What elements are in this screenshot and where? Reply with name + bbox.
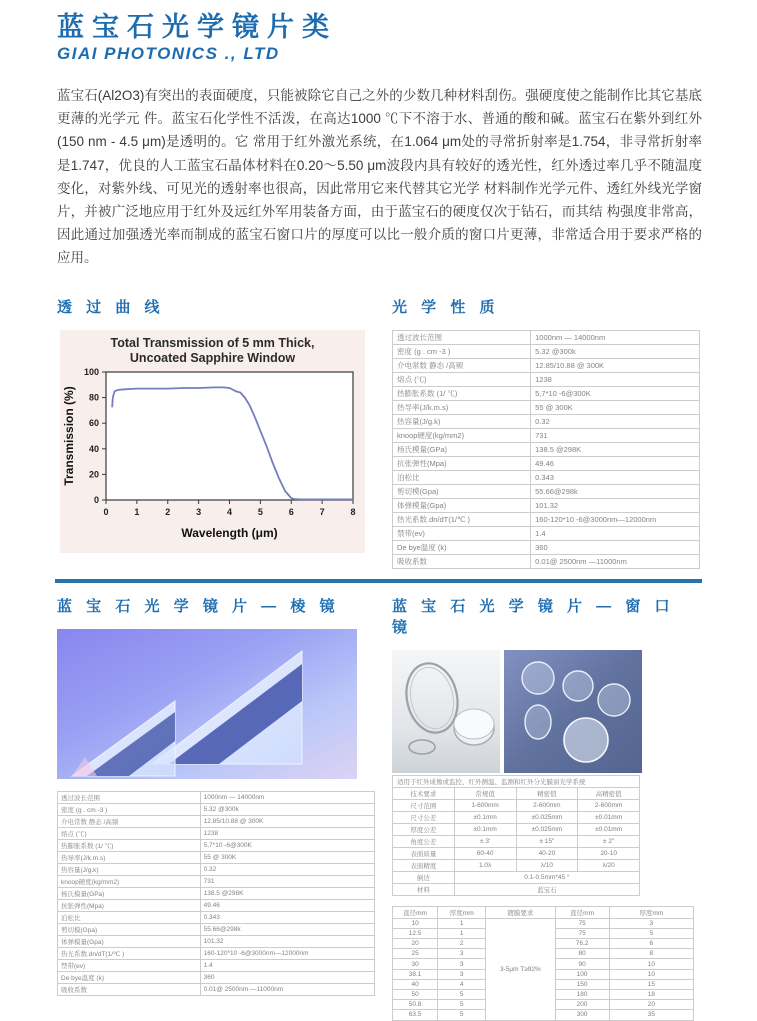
- header: [0, 0, 757, 64]
- svg-text:2: 2: [165, 506, 171, 517]
- property-value: 0.343: [531, 470, 700, 484]
- prism-column: [57, 595, 375, 1021]
- window-photo-blue: [504, 650, 642, 773]
- property-value: 160-120*10 -6@3000nm—12000nm: [200, 947, 374, 959]
- property-label: 密度 (g . cm -3 ): [393, 344, 531, 358]
- thickness-value: 3: [438, 969, 486, 979]
- optical-properties-table-bottom: [57, 791, 375, 996]
- property-label: knoop硬度(kg/mm2): [58, 875, 201, 887]
- svg-text:0: 0: [93, 494, 99, 505]
- property-label: 透过波长范围: [393, 330, 531, 344]
- spec-label: 尺寸公差: [393, 811, 455, 823]
- company-name: GIAI PHOTONICS ., LTD: [57, 44, 280, 64]
- thickness-value: 3: [438, 959, 486, 969]
- property-label: 介电常数 静态 /高频: [58, 815, 201, 827]
- property-row: [58, 863, 375, 875]
- thickness-value: 5: [438, 1000, 486, 1010]
- property-row: [393, 512, 700, 526]
- property-row: [58, 959, 375, 971]
- thickness-value: 35: [609, 1010, 693, 1020]
- spec-value: 1.0λ: [454, 859, 516, 871]
- window-photo-gray-art: [392, 650, 500, 773]
- diameter-value: 38.1: [393, 969, 438, 979]
- property-value: 1238: [200, 827, 374, 839]
- thickness-value: 10: [609, 959, 693, 969]
- spec-value: 40-20: [516, 847, 578, 859]
- spec-header: 高精密值: [578, 787, 640, 799]
- property-label: 热容量(J/g.k): [58, 863, 201, 875]
- transmission-chart: [60, 330, 365, 553]
- property-label: 密度 (g . cm -3 ): [58, 803, 201, 815]
- property-row: [58, 827, 375, 839]
- property-value: 1238: [531, 372, 700, 386]
- property-value: 49.46: [531, 456, 700, 470]
- section-title-optical-properties: 光 学 性 质: [392, 298, 500, 316]
- property-value: 360: [531, 540, 700, 554]
- property-value: 101.32: [531, 498, 700, 512]
- property-row: [393, 330, 700, 344]
- property-row: [58, 899, 375, 911]
- thickness-value: 15: [609, 979, 693, 989]
- prism-photo: [57, 629, 357, 779]
- transmission-curve-column: [57, 296, 375, 569]
- thickness-value: 5: [438, 989, 486, 999]
- spec-table: [392, 775, 640, 896]
- spec-value: ± 3′: [454, 835, 516, 847]
- svg-text:3: 3: [196, 506, 202, 517]
- property-value: 12.85/10.88 @ 300K: [531, 358, 700, 372]
- property-value: 0.01@ 2500nm —11000nm: [200, 983, 374, 995]
- thickness-value: 10: [609, 969, 693, 979]
- section-title-transmission-curve: 透 过 曲 线: [57, 298, 165, 316]
- bottom-section: [57, 595, 702, 1021]
- property-label: 热光系数.dn/dT(1/℃ ): [393, 512, 531, 526]
- property-value: 138.5 @298K: [531, 442, 700, 456]
- material-value: 蓝宝石: [454, 883, 639, 895]
- section-divider: [55, 579, 702, 583]
- property-row: [58, 947, 375, 959]
- chart-title-line2: Uncoated Sapphire Window: [129, 350, 296, 365]
- property-label: 剪切模(Gpa): [393, 484, 531, 498]
- diameter-value: 300: [555, 1010, 609, 1020]
- property-value: 0.32: [200, 863, 374, 875]
- thickness-value: 18: [609, 989, 693, 999]
- size-header: 厚度mm: [609, 906, 693, 918]
- svg-text:100: 100: [83, 366, 99, 377]
- property-label: 禁带(ev): [58, 959, 201, 971]
- property-label: 体弹模量(Gpa): [393, 498, 531, 512]
- coating-requirement: 3-5μm T≥92%: [486, 918, 555, 1020]
- spec-value: ±0.025mm: [516, 811, 578, 823]
- chamfer-label: 倒边: [393, 871, 455, 883]
- thickness-value: 20: [609, 1000, 693, 1010]
- material-label: 材料: [393, 883, 455, 895]
- spec-row: [393, 799, 640, 811]
- chamfer-value: 0.1-0.5mm*45 °: [454, 871, 639, 883]
- spec-value: λ/20: [578, 859, 640, 871]
- section-title-prism: 蓝 宝 石 光 学 镜 片 — 棱 镜: [57, 597, 340, 615]
- property-label: 抗张弹性(Mpa): [58, 899, 201, 911]
- property-label: 透过波长范围: [58, 791, 201, 803]
- property-value: 49.46: [200, 899, 374, 911]
- property-value: 138.5 @298K: [200, 887, 374, 899]
- property-label: 熔点 (℃): [393, 372, 531, 386]
- svg-text:40: 40: [88, 443, 99, 454]
- property-label: 热光系数.dn/dT(1/℃ ): [58, 947, 201, 959]
- spec-value: 20-10: [578, 847, 640, 859]
- svg-text:8: 8: [350, 506, 356, 517]
- spec-value: 2-600mm: [578, 799, 640, 811]
- page-title: 蓝宝石光学镜片类: [57, 12, 337, 42]
- property-value: 0.343: [200, 911, 374, 923]
- property-value: 0.32: [531, 414, 700, 428]
- diameter-value: 180: [555, 989, 609, 999]
- size-header: 直径mm: [393, 906, 438, 918]
- size-table: [392, 906, 694, 1021]
- thickness-value: 6: [609, 939, 693, 949]
- thickness-value: 1: [438, 918, 486, 928]
- spec-header: 常规值: [454, 787, 516, 799]
- property-row: [58, 983, 375, 995]
- property-label: 禁带(ev): [393, 526, 531, 540]
- property-value: 5,7*10 -6@300K: [531, 386, 700, 400]
- property-label: 热导率(J/k.m.s): [393, 400, 531, 414]
- size-header-row: [393, 906, 694, 918]
- spec-label: 角度公差: [393, 835, 455, 847]
- diameter-value: 25: [393, 949, 438, 959]
- property-row: [393, 428, 700, 442]
- property-label: 熔点 (℃): [58, 827, 201, 839]
- spec-row: [393, 835, 640, 847]
- property-row: [393, 498, 700, 512]
- spec-caption: 适用于红外成像或监控、红外测温、监测和红外分光膜窗光学系统: [393, 775, 640, 787]
- svg-text:80: 80: [88, 392, 99, 403]
- diameter-value: 200: [555, 1000, 609, 1010]
- spec-row: [393, 823, 640, 835]
- property-value: 55.66@298k: [531, 484, 700, 498]
- spec-value: 1-600mm: [454, 799, 516, 811]
- svg-text:1: 1: [134, 506, 140, 517]
- property-row: [393, 344, 700, 358]
- property-value: 55.66@298k: [200, 923, 374, 935]
- property-row: [58, 935, 375, 947]
- property-row: [58, 887, 375, 899]
- spec-row: [393, 847, 640, 859]
- diameter-value: 75: [555, 918, 609, 928]
- property-row: [393, 358, 700, 372]
- window-column: [392, 595, 702, 1021]
- thickness-value: 4: [438, 979, 486, 989]
- svg-text:5: 5: [257, 506, 263, 517]
- spec-label: 表面质量: [393, 847, 455, 859]
- property-label: 热膨胀系数 (1/ ℃): [393, 386, 531, 400]
- window-photo-blue-art: [504, 650, 642, 773]
- svg-text:0: 0: [103, 506, 109, 517]
- property-label: 介电常数 静态 /高频: [393, 358, 531, 372]
- thickness-value: 3: [438, 949, 486, 959]
- svg-text:Wavelength (μm): Wavelength (μm): [181, 525, 278, 540]
- svg-text:60: 60: [88, 417, 99, 428]
- property-label: knoop硬度(kg/mm2): [393, 428, 531, 442]
- property-row: [393, 400, 700, 414]
- diameter-value: 12.5: [393, 928, 438, 938]
- property-row: [393, 386, 700, 400]
- size-header: 镀膜要求: [486, 906, 555, 918]
- optical-properties-table: [392, 330, 700, 569]
- diameter-value: 50.8: [393, 1000, 438, 1010]
- thickness-value: 2: [438, 939, 486, 949]
- diameter-value: 50: [393, 989, 438, 999]
- property-label: 热导率(J/k.m.s): [58, 851, 201, 863]
- property-value: 1000nm — 14000nm: [200, 791, 374, 803]
- property-row: [58, 839, 375, 851]
- intro-paragraph: 蓝宝石(Al2O3)有突出的表面硬度，只能被除它自己之外的少数几种材料刮伤。强硬度使之能制作比其它基底更薄的光学元 件。蓝宝石化学性不活泼，在高达1000 ℃下不溶于水、普通的酸和碱。蓝宝石在紫外到红外(150 nm - 4.5 μm)是透明的。它 常用于红外激光系统，在1.064 μm处的寻常折射率是1.754，非寻常折射率是1.747，优良的人工蓝宝石晶体材料在0.20～5.50 μm波段内具有较好的透光性，红外透过率几乎不随温度变化，对紫外线、可见光的透射率也很高，因此常用它来代替其它光学 材料制作光学元件、透红外线光学窗片，并被广泛地应用于红外及远红外军用装备方面，由于蓝宝石的硬度仅次于钻石，而其结 构强度非常高，因此通过加强透光率而制成的蓝宝石窗口片的厚度可以比一般介质的窗口片更薄，非常适合用于要求严格的应用。: [57, 88, 702, 266]
- property-row: [393, 414, 700, 428]
- svg-text:Transmission (%): Transmission (%): [62, 385, 76, 486]
- property-value: 55 @ 300K: [531, 400, 700, 414]
- property-label: 杨氏模量(GPa): [58, 887, 201, 899]
- spec-row: [393, 871, 640, 883]
- spec-value: ±0.01mm: [578, 823, 640, 835]
- property-row: [58, 851, 375, 863]
- spec-label: 表面精度: [393, 859, 455, 871]
- svg-text:4: 4: [226, 506, 233, 517]
- svg-text:6: 6: [288, 506, 294, 517]
- window-photos: [392, 650, 702, 773]
- property-label: 热容量(J/g.k): [393, 414, 531, 428]
- property-label: De bye温度 (k): [58, 971, 201, 983]
- diameter-value: 63.5: [393, 1010, 438, 1020]
- size-header: 直径mm: [555, 906, 609, 918]
- property-label: 抗张弹性(Mpa): [393, 456, 531, 470]
- property-value: 360: [200, 971, 374, 983]
- window-photo-gray: [392, 650, 500, 773]
- property-row: [393, 540, 700, 554]
- property-label: 热膨胀系数 (1/ ℃): [58, 839, 201, 851]
- spec-value: λ/10: [516, 859, 578, 871]
- property-value: 160-120*10 -6@3000nm—12000nm: [531, 512, 700, 526]
- property-value: 0.01@ 2500nm —11000nm: [531, 554, 700, 568]
- spec-value: 2-600mm: [516, 799, 578, 811]
- property-row: [393, 442, 700, 456]
- property-row: [58, 803, 375, 815]
- property-value: 1.4: [200, 959, 374, 971]
- diameter-value: 40: [393, 979, 438, 989]
- spec-header-row: [393, 787, 640, 799]
- property-value: 5,7*10 -6@300K: [200, 839, 374, 851]
- property-value: 5.32 @300k: [200, 803, 374, 815]
- diameter-value: 75: [555, 928, 609, 938]
- diameter-value: 30: [393, 959, 438, 969]
- spec-row: [393, 859, 640, 871]
- spec-row: [393, 811, 640, 823]
- thickness-value: 5: [438, 1010, 486, 1020]
- property-value: 1000nm — 14000nm: [531, 330, 700, 344]
- size-row: [393, 918, 694, 928]
- property-label: 泊松比: [393, 470, 531, 484]
- property-row: [393, 470, 700, 484]
- spec-value: 60-40: [454, 847, 516, 859]
- property-label: 吸收系数: [58, 983, 201, 995]
- property-label: De bye温度 (k): [393, 540, 531, 554]
- property-row: [393, 484, 700, 498]
- spec-value: ± 15″: [516, 835, 578, 847]
- spec-label: 厚度公差: [393, 823, 455, 835]
- diameter-value: 100: [555, 969, 609, 979]
- chart-title-line1: Total Transmission of 5 mm Thick,: [110, 335, 315, 350]
- diameter-value: 150: [555, 979, 609, 989]
- thickness-value: 3: [609, 918, 693, 928]
- spec-value: ±0.01mm: [578, 811, 640, 823]
- thickness-value: 5: [609, 928, 693, 938]
- spec-caption-row: [393, 775, 640, 787]
- transmission-curve-svg: [60, 366, 365, 544]
- svg-text:20: 20: [88, 469, 99, 480]
- diameter-value: 90: [555, 959, 609, 969]
- property-row: [58, 815, 375, 827]
- spec-row: [393, 883, 640, 895]
- property-row: [58, 911, 375, 923]
- property-label: 吸收系数: [393, 554, 531, 568]
- spec-value: ± 2″: [578, 835, 640, 847]
- property-row: [58, 875, 375, 887]
- diameter-value: 76.2: [555, 939, 609, 949]
- property-row: [393, 554, 700, 568]
- spec-label: 尺寸范围: [393, 799, 455, 811]
- spec-header: 精密值: [516, 787, 578, 799]
- property-row: [58, 971, 375, 983]
- property-value: 55 @ 300K: [200, 851, 374, 863]
- property-label: 杨氏模量(GPa): [393, 442, 531, 456]
- prism-photo-art: [57, 629, 357, 779]
- property-label: 剪切模(Gpa): [58, 923, 201, 935]
- svg-text:7: 7: [319, 506, 325, 517]
- section-title-window: 蓝 宝 石 光 学 镜 片 — 窗 口 镜: [392, 597, 675, 636]
- diameter-value: 20: [393, 939, 438, 949]
- property-row: [58, 923, 375, 935]
- top-section: [57, 296, 702, 569]
- spec-header: 技术要求: [393, 787, 455, 799]
- property-value: 5.32 @300k: [531, 344, 700, 358]
- property-row: [58, 791, 375, 803]
- property-value: 12.85/10.88 @ 300K: [200, 815, 374, 827]
- property-value: 731: [200, 875, 374, 887]
- property-value: 731: [531, 428, 700, 442]
- property-label: 泊松比: [58, 911, 201, 923]
- diameter-value: 10: [393, 918, 438, 928]
- property-value: 1.4: [531, 526, 700, 540]
- size-header: 厚度mm: [438, 906, 486, 918]
- property-row: [393, 526, 700, 540]
- property-row: [393, 456, 700, 470]
- thickness-value: 1: [438, 928, 486, 938]
- property-row: [393, 372, 700, 386]
- spec-value: ±0.025mm: [516, 823, 578, 835]
- spec-value: ±0.1mm: [454, 811, 516, 823]
- diameter-value: 80: [555, 949, 609, 959]
- property-value: 101.32: [200, 935, 374, 947]
- thickness-value: 8: [609, 949, 693, 959]
- spec-value: ±0.1mm: [454, 823, 516, 835]
- property-label: 体弹模量(Gpa): [58, 935, 201, 947]
- optical-properties-column: [392, 296, 702, 569]
